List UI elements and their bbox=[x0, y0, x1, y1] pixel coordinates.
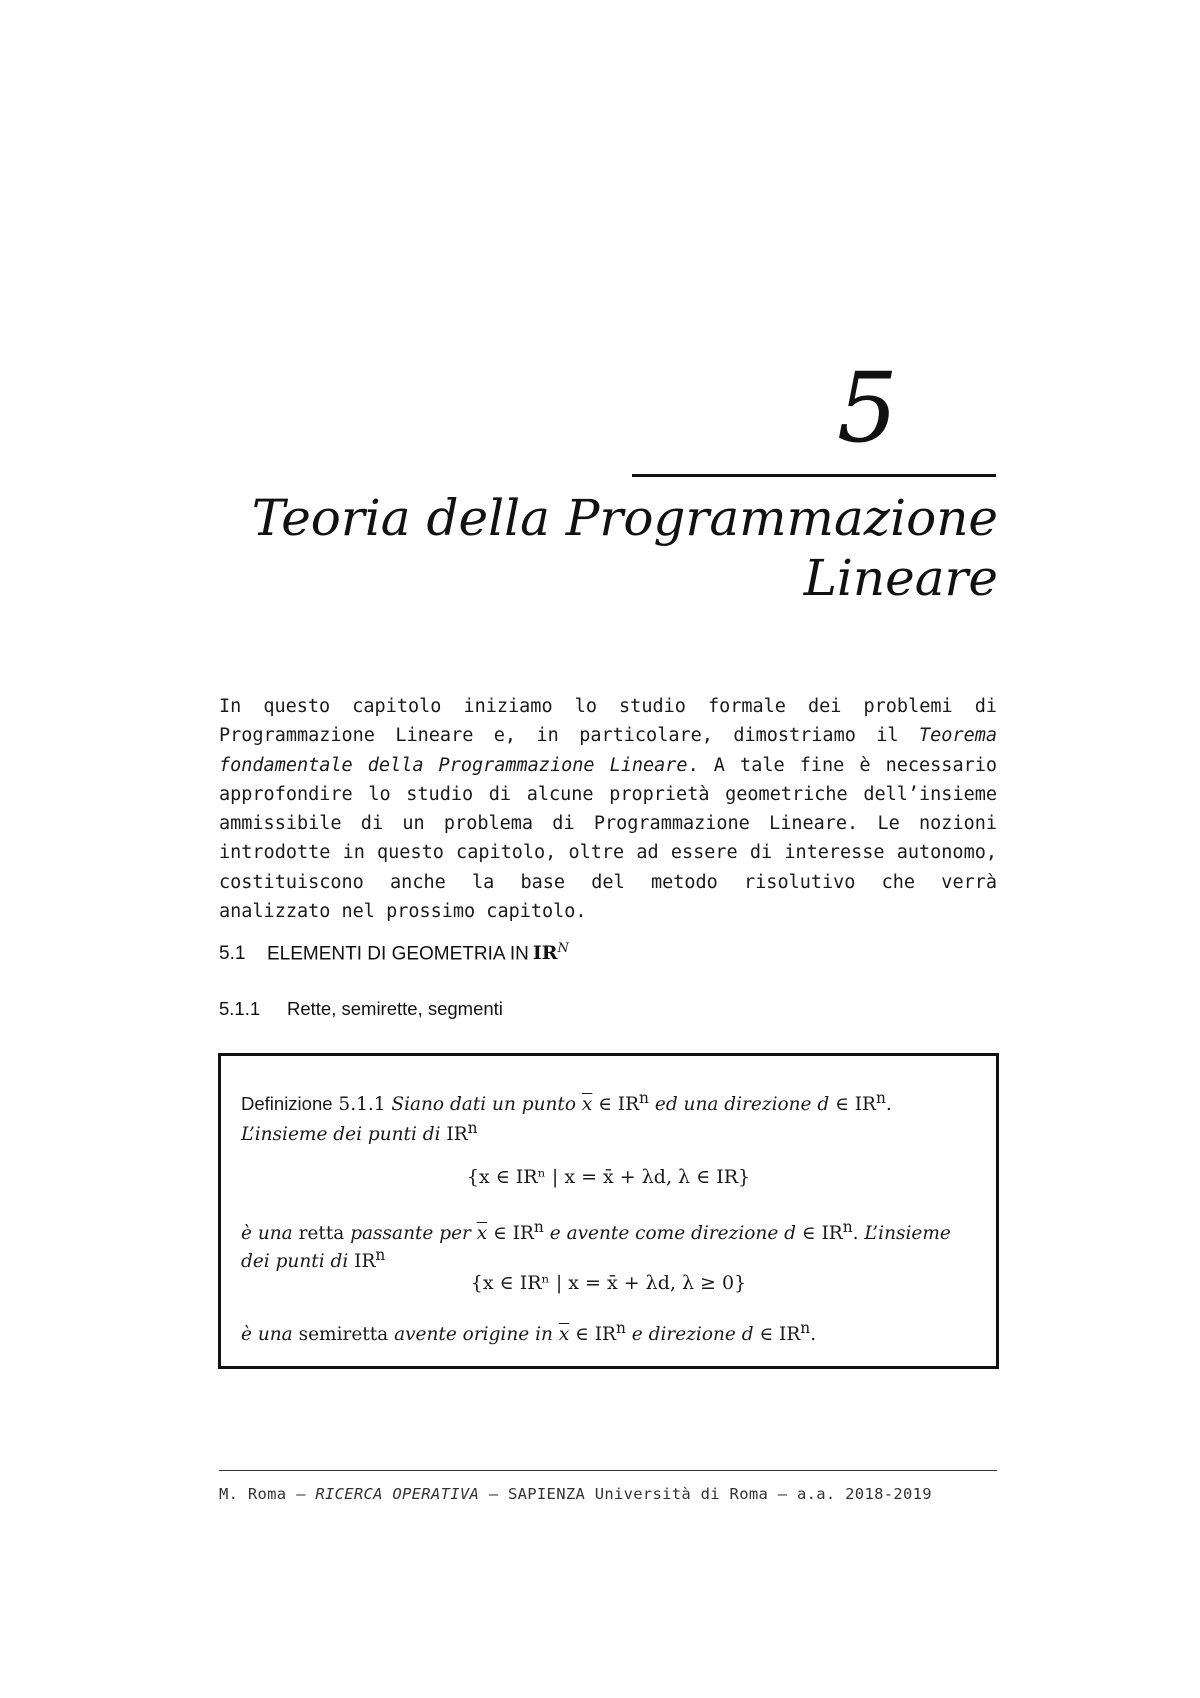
definition-line-4: dei punti di $IR^n$ bbox=[241, 1246, 386, 1273]
chapter-rule bbox=[632, 474, 996, 477]
intro-text-end: . A tale fine è necessario approfondire lo studio di alcune proprietà geometriche dell’insieme ammissibile di un problema di Programmazione Lineare. Le nozioni introdotte in questo capitolo, oltre ad essere di interesse autonomo, costituiscono anche la base del metodo risolutivo che verrà analizzato nel prossimo capitolo. bbox=[219, 754, 997, 923]
intro-emphasis: Teorema fondamentale della Programmazione Lineare bbox=[219, 725, 997, 776]
footer-separator: – bbox=[488, 1485, 499, 1503]
definition-line-2: L’insieme dei punti di $IR^n$ bbox=[241, 1119, 478, 1146]
subsection-title: Rette, semirette, segmenti bbox=[287, 998, 503, 1019]
section-title: ELEMENTI DI GEOMETRIA IN bbox=[267, 943, 529, 965]
subsection-number: 5.1.1 bbox=[219, 998, 261, 1019]
chapter-number: 5 bbox=[836, 352, 898, 464]
set-semiretta-formula: {x ∈ IRⁿ | x = x̄ + λd, λ ≥ 0} bbox=[470, 1272, 747, 1294]
subsection-heading bbox=[219, 998, 503, 1020]
section-number: 5.1 bbox=[219, 943, 246, 965]
set-retta-formula: {x ∈ IRⁿ | x = x̄ + λd, λ ∈ IR} bbox=[466, 1166, 751, 1188]
definition-keyword-retta: retta bbox=[298, 1223, 345, 1245]
definition-text: dei punti di bbox=[241, 1251, 349, 1273]
definition-text: e direzione bbox=[631, 1324, 736, 1346]
definition-text: passante per bbox=[350, 1223, 471, 1245]
footer-rule bbox=[219, 1470, 997, 1471]
definition-text: L’insieme dei punti di bbox=[241, 1124, 441, 1146]
definition-text: avente origine in bbox=[394, 1324, 553, 1346]
chapter-title-line2: Lineare bbox=[803, 549, 998, 607]
chapter-title-line1: Teoria della Programmazione bbox=[251, 489, 998, 547]
page-footer bbox=[219, 1485, 997, 1503]
footer-year: a.a. 2018-2019 bbox=[797, 1485, 932, 1503]
definition-number: 5.1.1 bbox=[338, 1094, 386, 1116]
definition-keyword-semiretta: semiretta bbox=[298, 1324, 389, 1346]
definition-text: e avente come direzione bbox=[549, 1223, 779, 1245]
definition-line-5: è una semiretta avente origine in $\overline{x}$ ∈ $IR^n$ e direzione d ∈ $IR^n$. bbox=[241, 1319, 817, 1346]
intro-text-start: In questo capitolo iniziamo lo studio formale dei problemi di Programmazione Lineare e, in particolare, dimostriamo il bbox=[219, 696, 997, 747]
section-bb-symbol: IR bbox=[532, 942, 558, 965]
definition-text: L’insieme bbox=[864, 1223, 951, 1245]
footer-separator: – bbox=[296, 1485, 306, 1503]
definition-text: è una bbox=[241, 1223, 293, 1245]
section-superscript: N bbox=[557, 941, 569, 956]
definition-text: Siano dati un punto bbox=[391, 1094, 577, 1116]
chapter-title bbox=[198, 488, 998, 608]
definition-line-1: Definizione 5.1.1 Siano dati un punto $\overline{x}$ ∈ $IR^n$ ed una direzione d ∈ $IR^n$. bbox=[241, 1089, 892, 1116]
definition-text: è una bbox=[241, 1324, 293, 1346]
footer-separator: – bbox=[777, 1485, 788, 1503]
footer-course: RICERCA OPERATIVA bbox=[315, 1485, 480, 1503]
footer-university: SAPIENZA Università di Roma bbox=[508, 1485, 769, 1503]
definition-box bbox=[218, 1053, 999, 1369]
footer-author: M. Roma bbox=[219, 1485, 287, 1503]
definition-text: ed una direzione bbox=[654, 1094, 812, 1116]
definition-term: Definizione bbox=[241, 1093, 333, 1115]
definition-line-3: è una retta passante per $\overline{x}$ ∈ $IR^n$ e avente come direzione d ∈ $IR^n$. L’insieme bbox=[241, 1218, 951, 1245]
section-heading bbox=[219, 941, 569, 965]
intro-paragraph bbox=[219, 692, 997, 926]
